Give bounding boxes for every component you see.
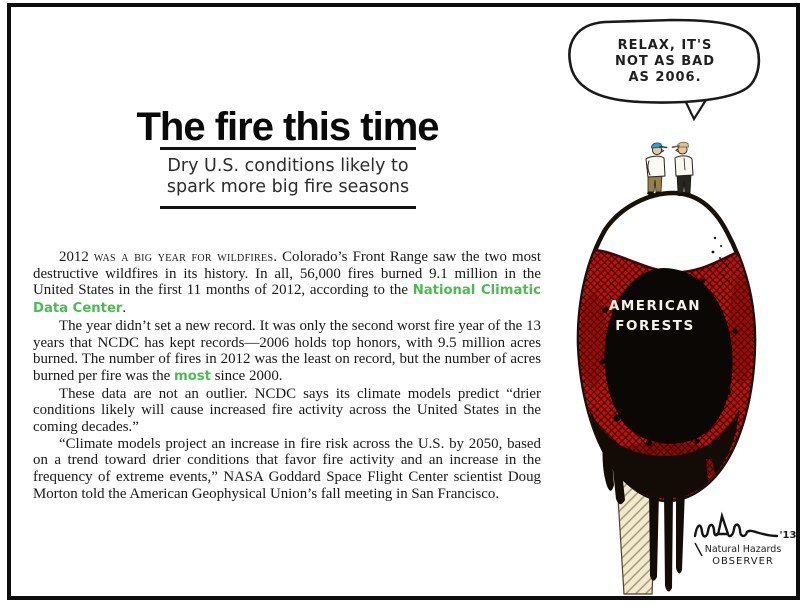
p1-end: . [122, 300, 127, 317]
paragraph-2 [33, 318, 541, 386]
match-head [575, 193, 757, 592]
most-link[interactable]: most [174, 368, 211, 384]
paragraph-1 [33, 249, 541, 318]
page-title: The fire this time [136, 104, 439, 149]
credit-line-1: Natural Hazards [704, 544, 782, 555]
blob-label-line-1: AMERICAN [608, 298, 702, 314]
ncdc-link[interactable]: National Climatic Data Center [33, 283, 541, 317]
p2-end: since 2000. [210, 367, 283, 384]
editorial-cartoon [545, 0, 805, 607]
speech-bubble [569, 20, 758, 119]
credit-line-2: OBSERVER [712, 556, 774, 567]
speech-line-2: NOT AS BAD [614, 54, 716, 69]
subtitle-line-2: spark more big fire seasons [166, 177, 410, 197]
subtitle-block [160, 147, 416, 209]
blue-cap [651, 143, 666, 148]
p1-text: . Colorado’s Front Range saw the two most destructive wildfires in its history. In all, 56,000 fires burned 9.1 million in the United States in the first 11 months of 2012, according to the [33, 249, 541, 299]
cartoon-svg [545, 0, 805, 607]
speech-line-3: AS 2006. [628, 70, 702, 85]
signature-year: '13 [779, 530, 797, 541]
p1-lead: 2012 [59, 249, 94, 265]
speech-line-1: RELAX, IT'S [617, 38, 713, 53]
paragraph-3: These data are not an outlier. NCDC says its climate models predict “drier conditions likely will cause increased fire activity across the United States in the coming decades.” [33, 385, 541, 436]
subtitle-line-1: Dry U.S. conditions likely to [167, 156, 409, 176]
paragraph-4: “Climate models project an increase in fire risk across the U.S. by 2050, based on a trend toward drier conditions that favor fire activity and an increase in the frequency of extreme events,” NASA Goddard Space Flight Center scientist Doug Morton told the American Geophysical Union’s fall meeting in San Francisco. [33, 435, 541, 502]
blob-label-line-2: FORESTS [615, 318, 695, 334]
tan-cap [673, 142, 689, 147]
figure-right [673, 142, 694, 196]
artist-signature [695, 516, 797, 567]
p2-text: The year didn’t set a new record. It was only the second worst fire year of the 13 years that NCDC has kept records—2006 holds top honors, with 9.5 million acres burned. The number of fires in 2012 was the least on record, but the number of acres burned per fire was the [33, 317, 541, 384]
p1-smallcaps: was a big year for wildfires [93, 249, 274, 265]
article-body [33, 249, 541, 503]
figure-left [646, 143, 667, 195]
